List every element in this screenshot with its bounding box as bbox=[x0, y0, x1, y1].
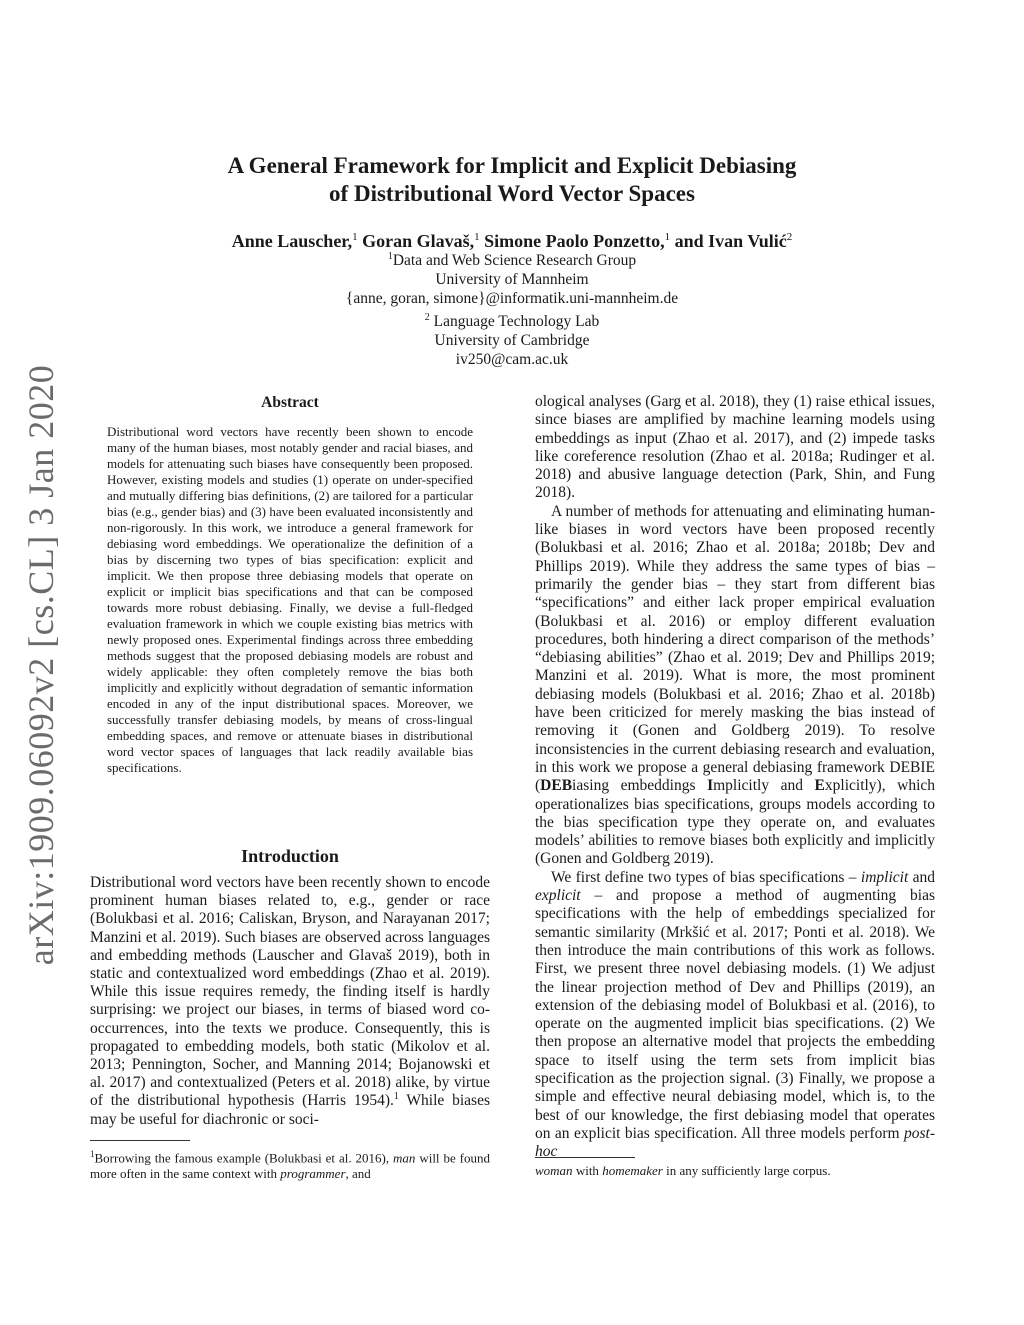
introduction-paragraph bbox=[90, 874, 490, 1129]
arxiv-identifier: arXiv:1909.06092v2 [cs.CL] 3 Jan 2020 bbox=[21, 364, 61, 966]
abstract-heading: Abstract bbox=[261, 394, 319, 411]
footnote-text: with bbox=[572, 1163, 603, 1178]
footnote-text: Borrowing the famous example (Bolukbasi et al. 2016), bbox=[94, 1150, 394, 1166]
footnote-separator bbox=[90, 1140, 190, 1141]
abstract-text: Distributional word vectors have recently been shown to encode many of the human biases, most notably gender and racial biases, and models for attenuating such biases have consequently been proposed. However, existing models and studies (1) operate on under-specified and mutually differing bias definitions, (2) are tailored for a particular bias (e.g., gender bias) and (3) have been evaluated inconsistently and non-rigorously. In this work, we introduce a general framework for debiasing word embeddings. We operationalize the definition of a bias by discerning two types of bias specification: explicit and implicit. We then propose three debiasing models that operate on explicit or implicit bias specifications and that can be composed towards more robust debiasing. Finally, we devise a full-fledged evaluation framework in which we couple existing bias metrics with newly proposed ones. Experimental findings across three embedding methods suggest that the proposed debiasing models are robust and widely applicable: they often completely remove the bias both implicitly and explicitly without degradation of semantic information encoded in any of the input distributional spaces. Moreover, we successfully transfer debiasing models, by means of cross-lingual embedding spaces, and remove or attenuate biases in distributional word vector spaces of languages that lack readily available bias specifications. bbox=[107, 424, 473, 775]
paragraph-text: iasing embeddings bbox=[572, 777, 708, 795]
author-name: Anne Lauscher, bbox=[231, 231, 353, 251]
footnote-left bbox=[90, 1146, 490, 1182]
author-affiliation-mark: 2 bbox=[786, 231, 793, 243]
affiliation-1-group bbox=[200, 247, 824, 270]
right-paragraph-3 bbox=[535, 869, 935, 1162]
footnote-right bbox=[535, 1163, 935, 1179]
paragraph-text: mplicitly and bbox=[713, 777, 815, 795]
italic-term: explicit bbox=[535, 887, 581, 905]
footnote-italic-term: woman bbox=[535, 1163, 573, 1178]
author-affiliation-mark: 1 bbox=[474, 231, 480, 243]
footnote-mark: 1 bbox=[393, 1091, 399, 1103]
paragraph-text: A number of methods for attenuating and eliminating human-like biases in word vectors have been proposed recently (Bolukbasi et al. 2016; Zhao et al. 2018a; 2018b; Dev and Phillips 2019). While they address the same types of bias – primarily the gender bias – they start from different bias “specifications” and either lack proper empirical evaluation (Bolukbasi et al. 2016) or employ different evaluation procedures, both hindering a direct comparison of the methods’ “debiasing abilities” (Zhao et al. 2019; Dev and Phillips 2019; Manzini et al. 2019). What is more, the most prominent debiasing models (Bolukbasi et al. 2016; Zhao et al. 2018b) have been criticized for merely masking the bias instead of removing it (Gonen and Goldberg 2019). To resolve inconsistencies in the current debiasing research and evaluation, in this work we propose a general debiasing framework DEBIE ( bbox=[535, 502, 935, 795]
footnote-text: in any sufficiently large corpus. bbox=[662, 1163, 831, 1178]
affiliation-1-university: University of Mannheim bbox=[435, 271, 589, 289]
introduction-body bbox=[90, 874, 490, 1129]
right-column-body bbox=[535, 393, 935, 1161]
affiliation-1-email: {anne, goran, simone}@informatik.uni-mannheim.de bbox=[345, 290, 679, 308]
right-paragraph-1: ological analyses (Garg et al. 2018), they (1) raise ethical issues, since biases are amplified by machine learning models using embeddings as input (Zhao et al. 2017), and (2) impede tasks like coreference resolution (Zhao et al. 2018a; Rudinger et al. 2018) and abusive language detection (Park, Shin, and Fung 2018). bbox=[535, 393, 935, 502]
footnote-number: 1 bbox=[90, 1149, 95, 1159]
title-line-2: of Distributional Word Vector Spaces bbox=[329, 181, 695, 206]
abstract-body bbox=[107, 424, 473, 776]
footnote-italic-term: man bbox=[393, 1150, 416, 1166]
affiliation-1-group-text: Data and Web Science Research Group bbox=[392, 252, 637, 270]
paragraph-text: We first define two types of bias specifications – bbox=[551, 868, 861, 886]
author-affiliation-mark: 1 bbox=[352, 231, 358, 243]
italic-term: implicit bbox=[860, 868, 909, 886]
right-paragraph-2 bbox=[535, 503, 935, 869]
author-affiliation-mark: 1 bbox=[664, 231, 671, 243]
introduction-heading: Introduction bbox=[241, 846, 339, 866]
affiliation-2-email: iv250@cam.ac.uk bbox=[455, 351, 569, 369]
affiliation-1-mark: 1 bbox=[387, 251, 393, 262]
italic-term: post-hoc bbox=[535, 1124, 935, 1161]
affiliations bbox=[200, 247, 824, 369]
paragraph-text: xplicitly), which operationalizes bias specifications, groups models according to the bias specification type they operate on, and evaluates models’ abilities to remove biases both explicitly and implicitly (Gonen and Goldberg 2019). bbox=[535, 777, 936, 868]
author-name: Simone Paolo Ponzetto, bbox=[484, 231, 665, 251]
arxiv-side-stamp bbox=[12, 364, 70, 966]
footnote-text: , and bbox=[345, 1166, 371, 1182]
footnote-text: will be found more often in the same context with bbox=[90, 1150, 490, 1182]
acronym-bold: I bbox=[707, 777, 714, 795]
footnote-separator-right bbox=[535, 1157, 635, 1158]
paragraph-text: – and propose a method of augmenting bias specifications with the help of embeddings specialized for semantic similarity (Mrkšić et al. 2017; Ponti et al. 2018). We then introduce the main contributions of this work as follows. First, we present three novel debiasing models. (1) We adjust the linear projection method of Dev and Phillips (2019), an extension of the debiasing model of Bolukbasi et al. (2016), to operate on the augmented implicit bias specifications. (2) We then propose an alternative model that projects the embedding space to itself using the term sets from implicit bias specification as the projection signal. (3) Finally, we propose a simple and effective neural debiasing model, which is, to the best of our knowledge, the first debiasing model that operates on an explicit bias specification. All three models perform bbox=[535, 887, 935, 1142]
affiliation-2-group-text: Language Technology Lab bbox=[433, 313, 600, 331]
acronym-bold: E bbox=[814, 777, 825, 795]
paragraph-text: and bbox=[908, 868, 935, 886]
paper-title bbox=[150, 152, 874, 208]
title-line-1: A General Framework for Implicit and Explicit Debiasing bbox=[227, 153, 797, 178]
affiliation-2-group bbox=[200, 308, 824, 331]
acronym-bold: DEB bbox=[540, 777, 573, 795]
footnote-italic-term: programmer bbox=[280, 1166, 346, 1182]
author-name: Goran Glavaš, bbox=[362, 231, 475, 251]
introduction-text: Distributional word vectors have been recently shown to encode prominent human biases related to, e.g., gender or race (Bolukbasi et al. 2016; Caliskan, Bryson, and Narayanan 2017; Manzini et al. 2019). Such biases are observed across languages and embedding methods (Lauscher and Glavaš 2019), both in static and contextualized word embeddings (Zhao et al. 2019). While this issue requires remedy, the finding itself is hardly surprising: we project our biases, in terms of biased word co-occurrences, into the texts we produce. Consequently, this is propagated to embedding models, both static (Mikolov et al. 2013; Pennington, Socher, and Manning 2014; Bojanowski et al. 2017) and contextualized (Peters et al. 2018) alike, by virtue of the distributional hypothesis (Harris 1954). bbox=[90, 874, 490, 1110]
affiliation-2-mark: 2 bbox=[424, 312, 430, 324]
affiliation-2-university: University of Cambridge bbox=[434, 332, 590, 350]
introduction-text-tail: While biases may be useful for diachronic or soci- bbox=[90, 1092, 490, 1128]
author-name: and Ivan Vulić bbox=[674, 231, 787, 251]
footnote-italic-term: homemaker bbox=[602, 1163, 663, 1178]
